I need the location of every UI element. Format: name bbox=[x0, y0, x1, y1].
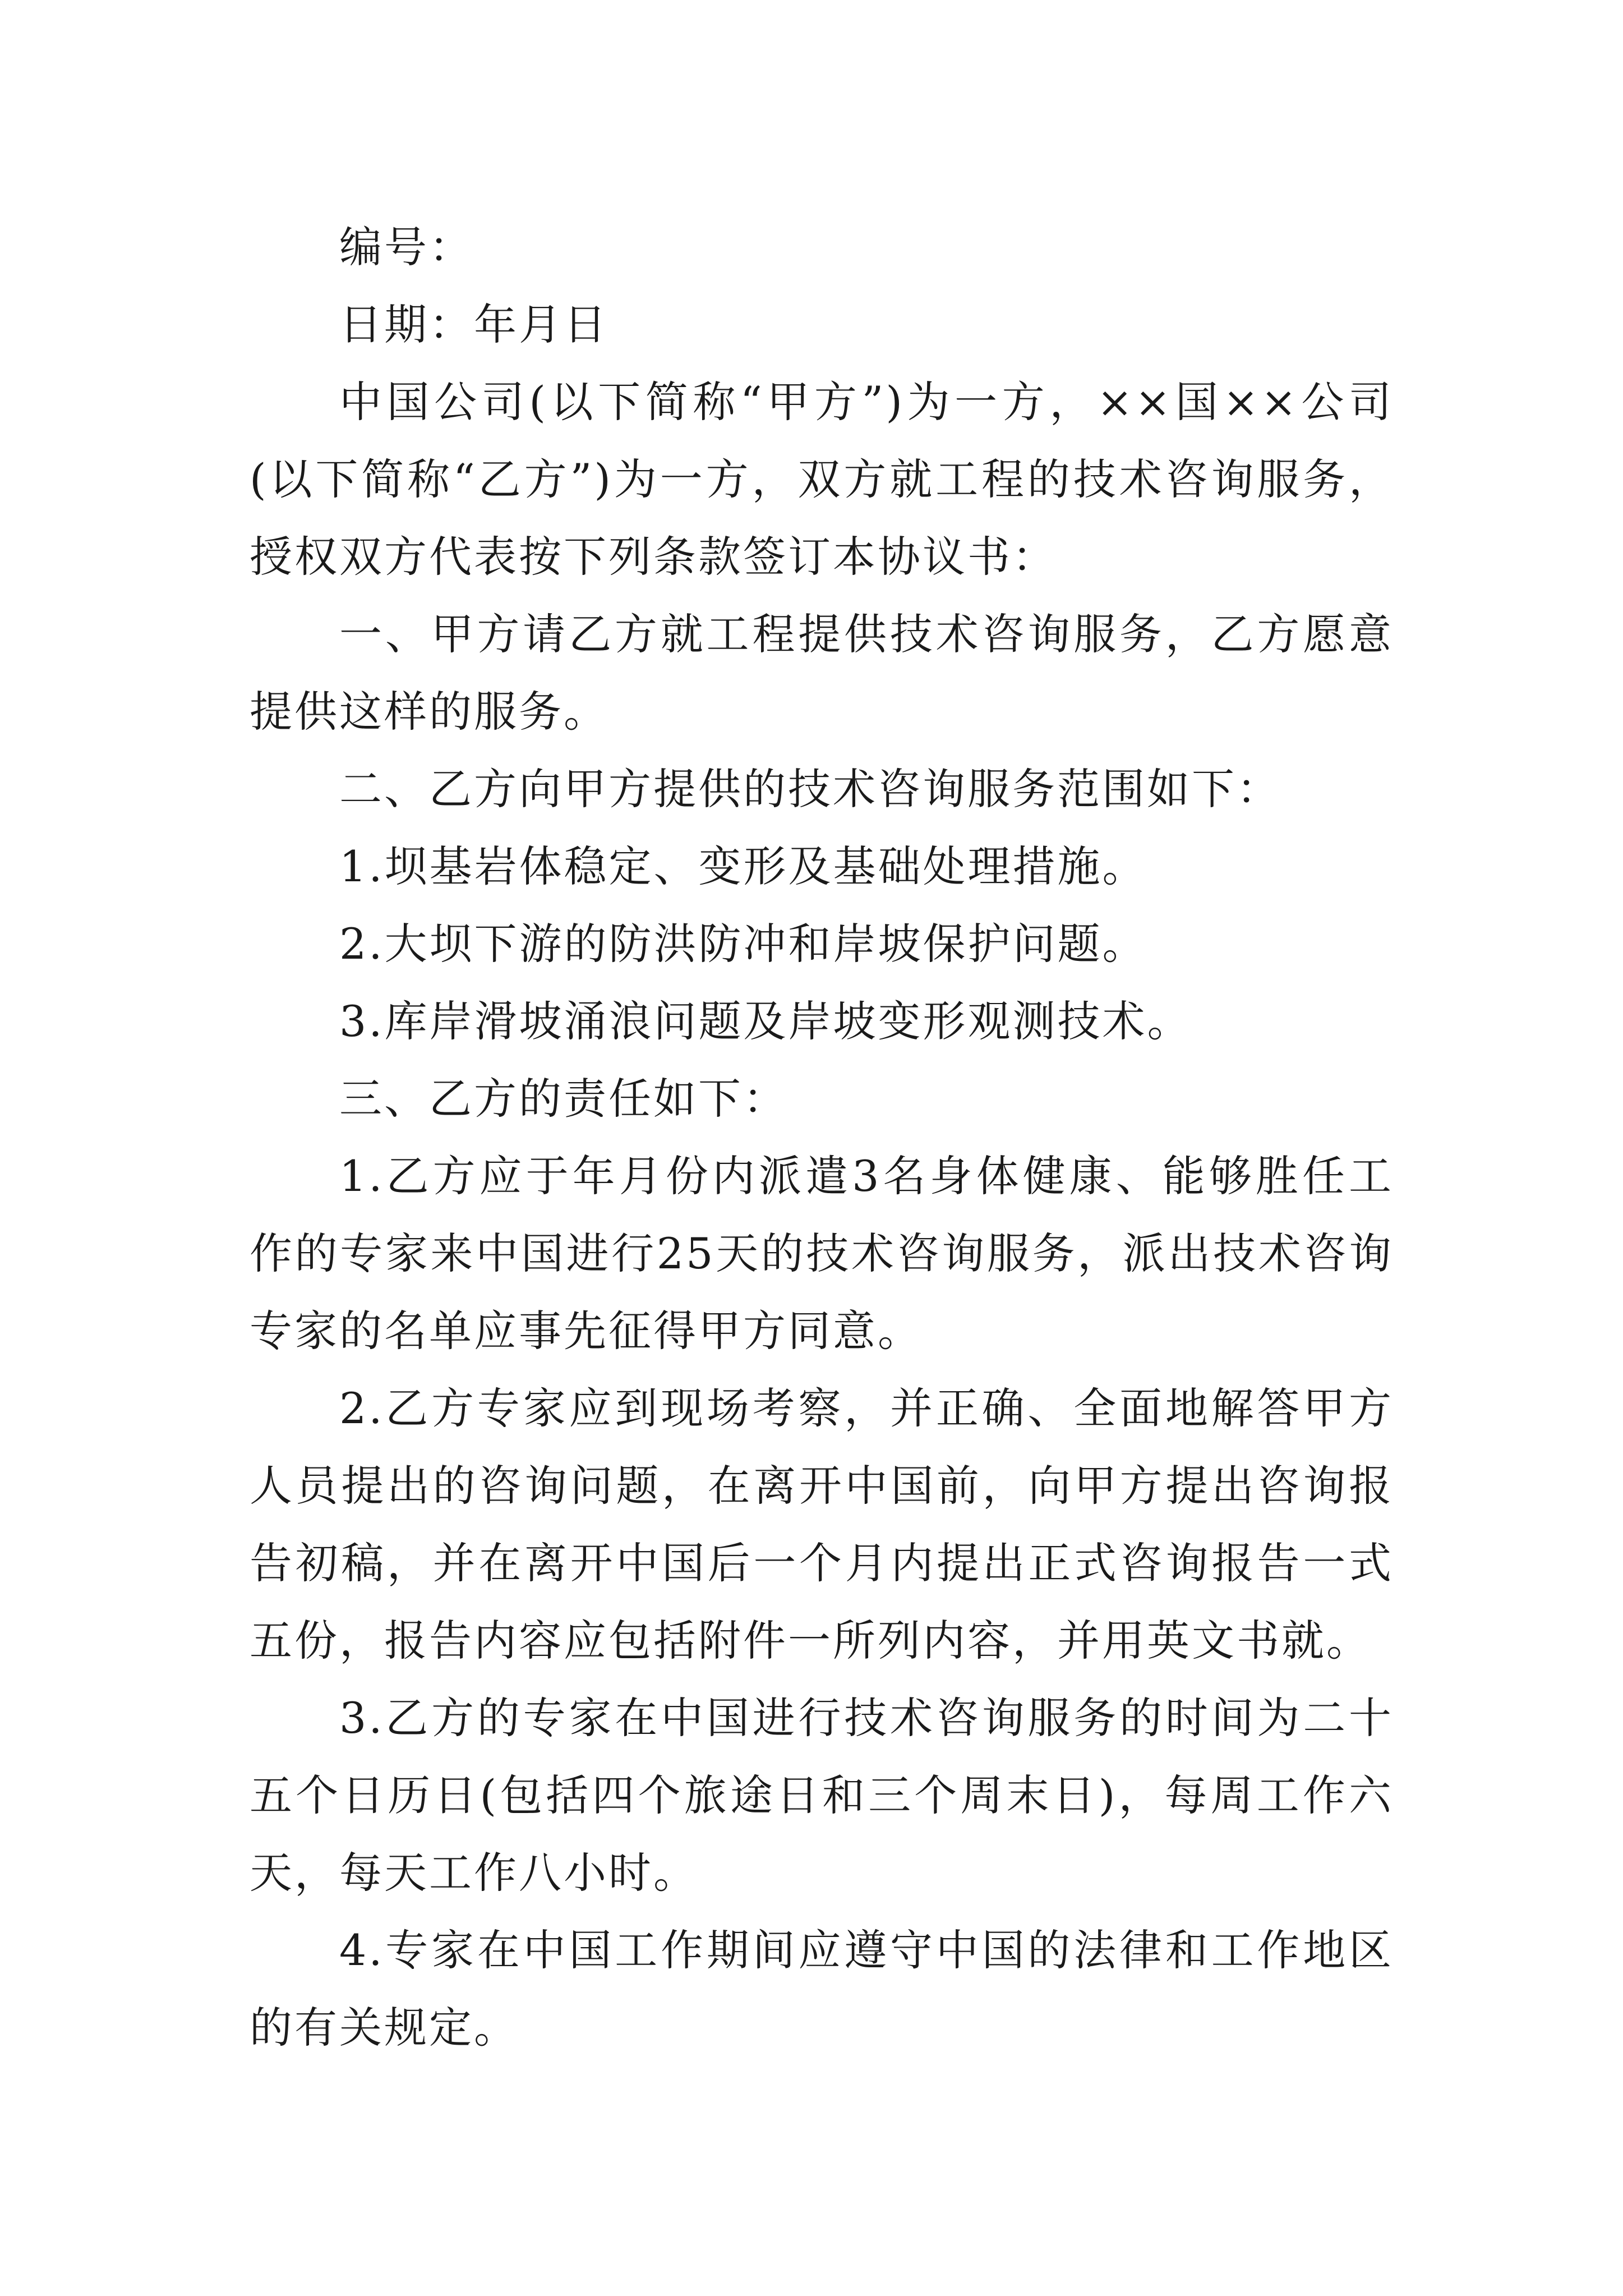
clause-three-item-4: 4.专家在中国工作期间应遵守中国的法律和工作地区的有关规定。 bbox=[250, 1925, 1394, 2053]
clause-three-item-3: 3.乙方的专家在中国进行技术咨询服务的时间为二十五个日历日(包括四个旅途日和三个周末日)，每周工作六天，每天工作八小时。 bbox=[250, 1693, 1394, 1898]
clause-two-item-2: 2.大坝下游的防洪防冲和岸坡保护问题。 bbox=[339, 919, 1147, 969]
clause-two-item-1: 1.坝基岩体稳定、变形及基础处理措施。 bbox=[339, 841, 1147, 891]
clause-three-item-1: 1.乙方应于年月份内派遣3名身体健康、能够胜任工作的专家来中国进行25天的技术咨询服务，派出技术咨询专家的名单应事先征得甲方同意。 bbox=[250, 1151, 1394, 1356]
document-number-line: 编号： bbox=[339, 222, 474, 272]
document-date-line: 日期：年月日 bbox=[339, 300, 608, 349]
agreement-preamble: 中国公司(以下简称“甲方”)为一方，××国××公司(以下简称“乙方”)为一方，双方就工程的技术咨询服务，授权双方代表按下列条款签订本协议书： bbox=[250, 377, 1394, 582]
clause-two-heading: 二、乙方向甲方提供的技术咨询服务范围如下： bbox=[339, 764, 1281, 814]
clause-three-heading: 三、乙方的责任如下： bbox=[339, 1074, 788, 1124]
document-body bbox=[250, 209, 1394, 2067]
clause-two-item-3: 3.库岸滑坡涌浪问题及岸坡变形观测技术。 bbox=[339, 996, 1192, 1046]
clause-three-item-2: 2.乙方专家应到现场考察，并正确、全面地解答甲方人员提出的咨询问题，在离开中国前，向甲方提出咨询报告初稿，并在离开中国后一个月内提出正式咨询报告一式五份，报告内容应包括附件一所列内容，并用英文书就。 bbox=[250, 1383, 1394, 1665]
clause-one: 一、甲方请乙方就工程提供技术咨询服务，乙方愿意提供这样的服务。 bbox=[250, 609, 1394, 737]
